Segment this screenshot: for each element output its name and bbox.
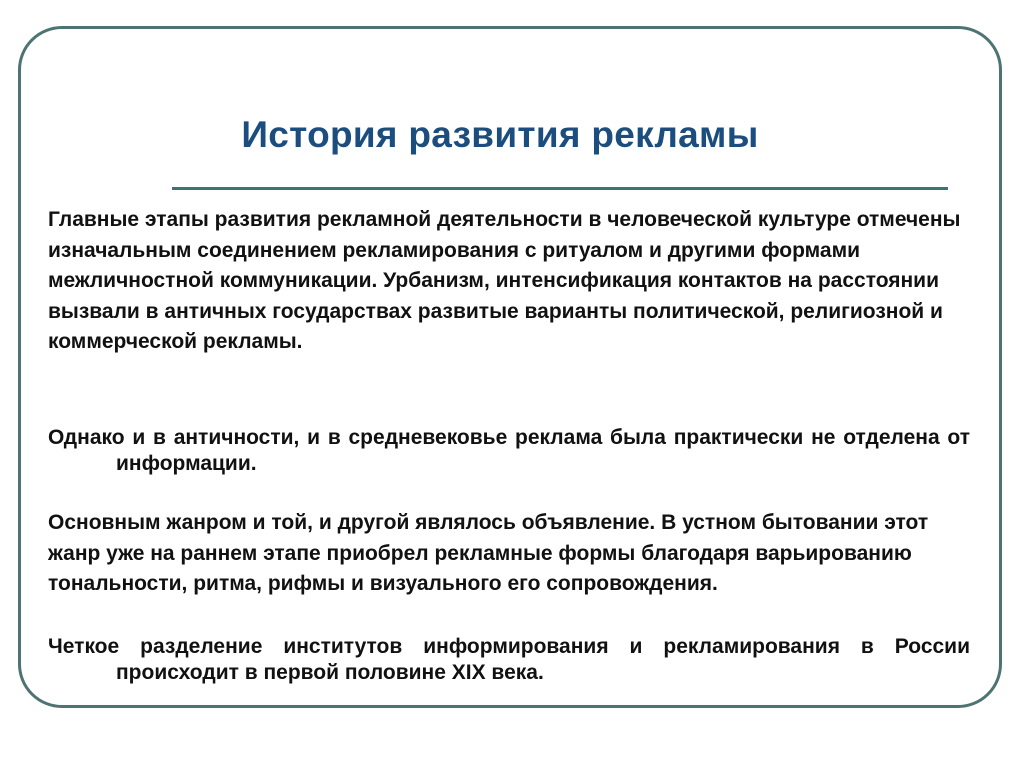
paragraph-antiquity: Однако и в античности, и в средневековье реклама была практически не отделена от информации. [48,426,970,475]
paragraph-main-genre: Основным жанром и той, и другой являлось объявление. В устном бытовании этот жанр уже на раннем этапе приобрел рекламные формы благодаря варьированию тональности, ритма, рифмы и визуального его сопровождения. [48,511,929,595]
paragraph-russia: Четкое разделение институтов информирования и рекламирования в России происходит в первой половине XIX века. [48,635,970,684]
title-underline [172,187,948,190]
slide-title: История развития рекламы [241,114,759,155]
paragraph-main-stages: Главные этапы развития рекламной деятельности в человеческой культуре отмечены изначальным соединением рекламирования с ритуалом и другими формами межличностной коммуникации. Урбанизм, интенсификация контактов на расстоянии вызвали в античных государствах развитые варианты политической, религиозной и коммерческой рекламы. [48,208,961,353]
